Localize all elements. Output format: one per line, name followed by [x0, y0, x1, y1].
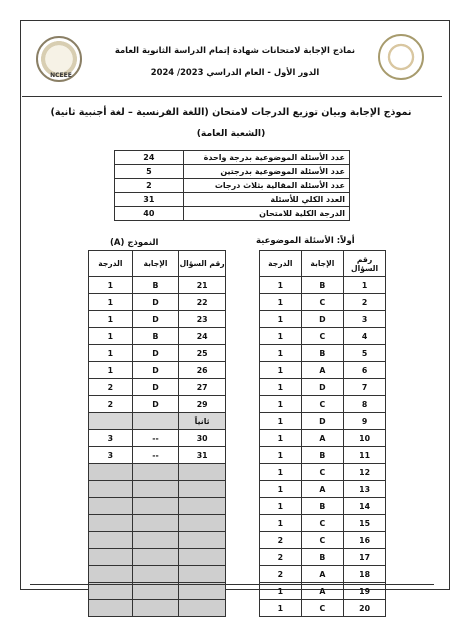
right-answer-row — [260, 345, 386, 362]
right-answer-cell: C — [301, 600, 344, 617]
left-question-cell: 22 — [179, 294, 226, 311]
left-grade-cell: 1 — [89, 328, 133, 345]
right-grade-cell: 1 — [260, 311, 302, 328]
right-answer-cell: B — [301, 549, 344, 566]
right-answer-cell: C — [301, 464, 344, 481]
left-grade-cell: 1 — [89, 294, 133, 311]
right-answer-cell: A — [301, 481, 344, 498]
right-answer-row — [260, 396, 386, 413]
empty-cell — [132, 549, 179, 566]
right-grade-cell: 1 — [260, 600, 302, 617]
right-grade-cell: 1 — [260, 413, 302, 430]
empty-cell — [89, 481, 133, 498]
empty-cell — [179, 566, 226, 583]
summary-value: 40 — [115, 207, 184, 221]
left-grade-header: الدرجة — [89, 251, 133, 277]
summary-row — [115, 165, 350, 179]
empty-cell — [89, 515, 133, 532]
right-answer-row — [260, 481, 386, 498]
left-question-cell: 23 — [179, 311, 226, 328]
right-answer-cell: B — [301, 447, 344, 464]
right-question-cell: 17 — [344, 549, 386, 566]
empty-row — [89, 464, 226, 481]
empty-cell — [89, 464, 133, 481]
right-answer-cell: D — [301, 311, 344, 328]
right-question-cell: 11 — [344, 447, 386, 464]
left-answer-cell: D — [132, 294, 179, 311]
summary-label: عدد الأسئلة الموضوعية بدرجة واحدة — [183, 151, 349, 165]
empty-cell — [132, 532, 179, 549]
essay-heading-spacer — [132, 413, 179, 430]
empty-cell — [179, 498, 226, 515]
right-answer-cell: C — [301, 396, 344, 413]
empty-cell — [132, 583, 179, 600]
empty-row — [89, 498, 226, 515]
empty-cell — [179, 549, 226, 566]
empty-cell — [179, 515, 226, 532]
left-answer-cell: D — [132, 311, 179, 328]
empty-row — [89, 532, 226, 549]
left-question-cell: 27 — [179, 379, 226, 396]
right-answer-header: الإجابة — [301, 251, 344, 277]
left-answer-row — [89, 362, 226, 379]
header-line-2: الدور الأول - العام الدراسي 2023/ 2024 — [150, 67, 320, 77]
right-answer-cell: D — [301, 379, 344, 396]
summary-label: عدد الأسئلة المقالية بثلاث درجات — [183, 179, 349, 193]
right-question-cell: 3 — [344, 311, 386, 328]
left-grade-cell: 2 — [89, 379, 133, 396]
right-question-cell: 14 — [344, 498, 386, 515]
footer-divider — [30, 584, 434, 585]
left-question-header: رقم السؤال — [179, 251, 226, 277]
left-answer-cell: B — [132, 277, 179, 294]
right-answer-table — [259, 250, 386, 617]
summary-label: الدرجة الكلية للامتحان — [183, 207, 349, 221]
right-answer-row — [260, 532, 386, 549]
empty-cell — [132, 600, 179, 617]
left-answer-cell: D — [132, 396, 179, 413]
empty-cell — [179, 481, 226, 498]
right-question-cell: 2 — [344, 294, 386, 311]
essay-heading-spacer — [89, 413, 133, 430]
right-question-cell: 6 — [344, 362, 386, 379]
summary-label: العدد الكلي للأسئلة — [183, 193, 349, 207]
essay-grade-cell: 3 — [89, 447, 133, 464]
empty-cell — [179, 464, 226, 481]
right-question-cell: 10 — [344, 430, 386, 447]
right-answer-row — [260, 311, 386, 328]
summary-label: عدد الأسئلة الموضوعية بدرجتين — [183, 165, 349, 179]
right-answer-row — [260, 498, 386, 515]
right-answer-cell: A — [301, 583, 344, 600]
left-question-cell: 21 — [179, 277, 226, 294]
right-answer-cell: D — [301, 413, 344, 430]
empty-cell — [132, 481, 179, 498]
right-answer-row — [260, 362, 386, 379]
left-question-cell: 24 — [179, 328, 226, 345]
right-grade-cell: 1 — [260, 583, 302, 600]
model-label: النموذج (A) — [110, 238, 159, 248]
right-question-cell: 1 — [344, 277, 386, 294]
empty-cell — [89, 549, 133, 566]
right-grade-cell: 2 — [260, 566, 302, 583]
empty-row — [89, 549, 226, 566]
essay-question-cell: 31 — [179, 447, 226, 464]
left-answer-header: الإجابة — [132, 251, 179, 277]
right-table-header — [260, 251, 386, 277]
right-answer-row — [260, 430, 386, 447]
right-grade-cell: 2 — [260, 532, 302, 549]
essay-grade-cell: 3 — [89, 430, 133, 447]
right-grade-cell: 1 — [260, 294, 302, 311]
right-answer-cell: B — [301, 345, 344, 362]
left-question-cell: 29 — [179, 396, 226, 413]
right-grade-cell: 1 — [260, 464, 302, 481]
left-answer-cell: D — [132, 345, 179, 362]
exam-summary-table — [114, 150, 350, 221]
right-question-cell: 16 — [344, 532, 386, 549]
right-grade-cell: 2 — [260, 549, 302, 566]
right-grade-cell: 1 — [260, 447, 302, 464]
right-answer-row — [260, 464, 386, 481]
right-answer-row — [260, 413, 386, 430]
summary-value: 2 — [115, 179, 184, 193]
empty-cell — [132, 566, 179, 583]
right-grade-cell: 1 — [260, 277, 302, 294]
right-grade-cell: 1 — [260, 362, 302, 379]
empty-cell — [89, 532, 133, 549]
empty-row — [89, 566, 226, 583]
empty-cell — [89, 566, 133, 583]
right-grade-cell: 1 — [260, 328, 302, 345]
left-answer-cell: D — [132, 379, 179, 396]
left-question-cell: 26 — [179, 362, 226, 379]
essay-section-heading: ثانياً — [179, 413, 226, 430]
page-title: نموذج الإجابة وبيان توزيع الدرجات لامتحان (اللغة الفرنسية – لغة أجنبية ثانية) — [50, 107, 412, 118]
right-answer-cell: C — [301, 532, 344, 549]
right-grade-header: الدرجة — [260, 251, 302, 277]
right-question-cell: 5 — [344, 345, 386, 362]
header-divider — [22, 96, 442, 97]
left-answer-row — [89, 345, 226, 362]
left-grade-cell: 2 — [89, 396, 133, 413]
essay-answer-cell: -- — [132, 430, 179, 447]
right-question-header: رقم السؤال — [344, 251, 386, 277]
left-table-header — [89, 251, 226, 277]
objective-section-heading: أولاً: الأسئلة الموضوعية — [256, 236, 355, 246]
right-answer-row — [260, 328, 386, 345]
left-grade-cell: 1 — [89, 311, 133, 328]
empty-cell — [179, 532, 226, 549]
essay-answer-row — [89, 447, 226, 464]
nceee-logo — [36, 36, 82, 82]
summary-row — [115, 151, 350, 165]
empty-row — [89, 515, 226, 532]
summary-value: 24 — [115, 151, 184, 165]
right-answer-cell: C — [301, 294, 344, 311]
right-question-cell: 15 — [344, 515, 386, 532]
left-grade-cell: 1 — [89, 362, 133, 379]
left-grade-cell: 1 — [89, 345, 133, 362]
right-question-cell: 9 — [344, 413, 386, 430]
right-question-cell: 7 — [344, 379, 386, 396]
right-question-cell: 19 — [344, 583, 386, 600]
right-answer-row — [260, 447, 386, 464]
right-grade-cell: 1 — [260, 345, 302, 362]
right-answer-row — [260, 294, 386, 311]
empty-cell — [179, 583, 226, 600]
summary-value: 5 — [115, 165, 184, 179]
right-grade-cell: 1 — [260, 379, 302, 396]
empty-cell — [89, 498, 133, 515]
left-answer-row — [89, 311, 226, 328]
right-grade-cell: 1 — [260, 430, 302, 447]
summary-row — [115, 193, 350, 207]
right-grade-cell: 1 — [260, 515, 302, 532]
right-question-cell: 8 — [344, 396, 386, 413]
left-answer-cell: B — [132, 328, 179, 345]
right-grade-cell: 1 — [260, 498, 302, 515]
empty-cell — [132, 515, 179, 532]
left-question-cell: 25 — [179, 345, 226, 362]
right-answer-row — [260, 515, 386, 532]
right-question-cell: 13 — [344, 481, 386, 498]
ministry-logo — [378, 34, 424, 80]
right-answer-row — [260, 379, 386, 396]
nceee-logo-text: NCEEE — [50, 72, 72, 79]
empty-row — [89, 600, 226, 617]
right-answer-cell: A — [301, 430, 344, 447]
right-grade-cell: 1 — [260, 396, 302, 413]
right-question-cell: 4 — [344, 328, 386, 345]
right-answer-row — [260, 583, 386, 600]
right-question-cell: 20 — [344, 600, 386, 617]
empty-cell — [132, 464, 179, 481]
left-answer-table — [88, 250, 226, 617]
empty-row — [89, 583, 226, 600]
right-answer-cell: B — [301, 277, 344, 294]
right-answer-cell: B — [301, 498, 344, 515]
right-answer-row — [260, 277, 386, 294]
summary-value: 31 — [115, 193, 184, 207]
left-answer-cell: D — [132, 362, 179, 379]
right-answer-row — [260, 600, 386, 617]
branch-title: (الشعبة العامة) — [196, 128, 266, 139]
essay-heading-row — [89, 413, 226, 430]
empty-cell — [132, 498, 179, 515]
right-answer-row — [260, 549, 386, 566]
right-question-cell: 18 — [344, 566, 386, 583]
right-question-cell: 12 — [344, 464, 386, 481]
left-answer-row — [89, 379, 226, 396]
empty-cell — [179, 600, 226, 617]
summary-row — [115, 207, 350, 221]
left-answer-row — [89, 396, 226, 413]
empty-cell — [89, 600, 133, 617]
right-answer-cell: A — [301, 566, 344, 583]
right-answer-cell: A — [301, 362, 344, 379]
right-answer-cell: C — [301, 328, 344, 345]
header-line-1: نماذج الإجابة لامتحانات شهادة إتمام الدراسة الثانوية العامة — [114, 45, 356, 55]
summary-row — [115, 179, 350, 193]
left-answer-row — [89, 328, 226, 345]
essay-answer-row — [89, 430, 226, 447]
essay-question-cell: 30 — [179, 430, 226, 447]
right-answer-cell: C — [301, 515, 344, 532]
left-grade-cell: 1 — [89, 277, 133, 294]
left-answer-row — [89, 294, 226, 311]
empty-row — [89, 481, 226, 498]
right-answer-row — [260, 566, 386, 583]
left-answer-row — [89, 277, 226, 294]
right-grade-cell: 1 — [260, 481, 302, 498]
empty-cell — [89, 583, 133, 600]
essay-answer-cell: -- — [132, 447, 179, 464]
